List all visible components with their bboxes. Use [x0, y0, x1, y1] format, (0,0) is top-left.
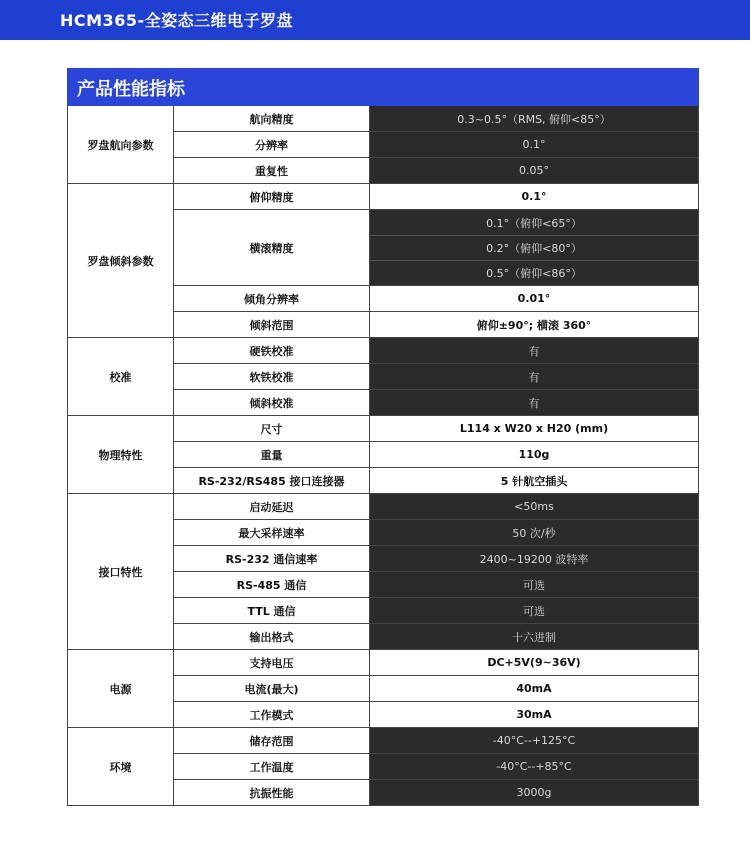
param-value: 十六进制 — [370, 624, 698, 649]
param-value: 俯仰±90°; 横滚 360° — [370, 312, 698, 337]
param-name: 最大采样速率 — [174, 520, 370, 545]
table-row — [174, 416, 698, 441]
table-row — [174, 701, 698, 727]
param-value: 2400~19200 波特率 — [370, 546, 698, 571]
spec-group — [68, 183, 698, 337]
group-name: 电源 — [68, 650, 174, 727]
table-row — [174, 753, 698, 779]
param-name: 软铁校准 — [174, 364, 370, 389]
param-value: 3000g — [370, 780, 698, 805]
table-row — [174, 311, 698, 337]
table-row — [174, 389, 698, 415]
param-value: 0.1° — [370, 184, 698, 209]
table-row — [174, 545, 698, 571]
param-value: 0.01° — [370, 286, 698, 311]
param-value: 110g — [370, 442, 698, 467]
param-value: 0.1° — [370, 132, 698, 157]
param-name: 电流(最大) — [174, 676, 370, 701]
param-value: 有 — [370, 338, 698, 363]
group-name: 罗盘倾斜参数 — [68, 184, 174, 337]
param-name: 抗振性能 — [174, 780, 370, 805]
param-name: 尺寸 — [174, 416, 370, 441]
param-name: RS-485 通信 — [174, 572, 370, 597]
table-row — [174, 779, 698, 805]
table-row — [174, 106, 698, 131]
spec-group — [68, 337, 698, 415]
section-title: 产品性能指标 — [77, 79, 185, 100]
param-value: -40°C--+125°C — [370, 728, 698, 753]
param-value: 0.2°（俯仰<80°） — [370, 235, 698, 260]
table-row — [174, 494, 698, 519]
table-row — [174, 675, 698, 701]
param-name: 支持电压 — [174, 650, 370, 675]
section-header — [67, 68, 699, 106]
param-value: 0.05° — [370, 158, 698, 183]
table-row — [174, 157, 698, 183]
param-value: 0.1°（俯仰<65°） — [370, 210, 698, 235]
spec-group — [68, 415, 698, 493]
param-name: 启动延迟 — [174, 494, 370, 519]
param-name: 重复性 — [174, 158, 370, 183]
param-value: 可选 — [370, 572, 698, 597]
param-name: 重量 — [174, 442, 370, 467]
spec-group — [68, 493, 698, 649]
param-value: 50 次/秒 — [370, 520, 698, 545]
header-banner — [0, 0, 750, 40]
table-row — [174, 285, 698, 311]
table-row — [174, 441, 698, 467]
param-value: 0.5°（俯仰<86°） — [370, 260, 698, 285]
param-name: 倾角分辨率 — [174, 286, 370, 311]
spec-group — [68, 106, 698, 183]
table-row — [174, 363, 698, 389]
param-value: 30mA — [370, 702, 698, 727]
param-name: RS-232 通信速率 — [174, 546, 370, 571]
param-name: 航向精度 — [174, 106, 370, 131]
param-name: 储存范围 — [174, 728, 370, 753]
param-name: TTL 通信 — [174, 598, 370, 623]
param-name: 俯仰精度 — [174, 184, 370, 209]
table-row — [174, 519, 698, 545]
group-name: 接口特性 — [68, 494, 174, 649]
param-name: 倾斜校准 — [174, 390, 370, 415]
param-value: 有 — [370, 390, 698, 415]
param-name: 分辨率 — [174, 132, 370, 157]
table-row — [174, 571, 698, 597]
table-row — [174, 597, 698, 623]
spec-group — [68, 649, 698, 727]
param-value: 有 — [370, 364, 698, 389]
param-value: 5 针航空插头 — [370, 468, 698, 493]
table-row — [174, 467, 698, 493]
group-name: 罗盘航向参数 — [68, 106, 174, 183]
table-row — [174, 131, 698, 157]
table-row — [174, 209, 698, 285]
param-name: 倾斜范围 — [174, 312, 370, 337]
table-row — [174, 338, 698, 363]
table-row — [174, 184, 698, 209]
param-value: L114 x W20 x H20 (mm) — [370, 416, 698, 441]
page-title: HCM365-全姿态三维电子罗盘 — [60, 11, 294, 30]
param-name: 硬铁校准 — [174, 338, 370, 363]
param-value: 0.3~0.5°（RMS, 俯仰<85°） — [370, 106, 698, 131]
table-row — [174, 623, 698, 649]
param-name: 横滚精度 — [174, 210, 370, 285]
param-value: 可选 — [370, 598, 698, 623]
param-value: <50ms — [370, 494, 698, 519]
param-name: RS-232/RS485 接口连接器 — [174, 468, 370, 493]
param-value: -40°C--+85°C — [370, 754, 698, 779]
group-name: 校准 — [68, 338, 174, 415]
param-name: 工作温度 — [174, 754, 370, 779]
param-name: 工作模式 — [174, 702, 370, 727]
table-row — [174, 650, 698, 675]
param-value: 40mA — [370, 676, 698, 701]
group-name: 物理特性 — [68, 416, 174, 493]
table-row — [174, 728, 698, 753]
spec-group — [68, 727, 698, 805]
group-name: 环境 — [68, 728, 174, 805]
spec-table — [67, 106, 699, 806]
param-value: DC+5V(9~36V) — [370, 650, 698, 675]
param-name: 输出格式 — [174, 624, 370, 649]
